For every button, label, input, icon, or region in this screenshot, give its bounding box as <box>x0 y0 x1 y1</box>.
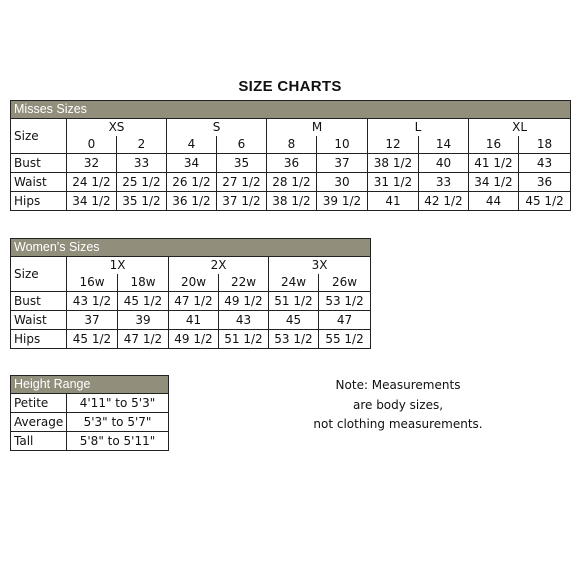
size-group: S <box>167 119 267 137</box>
size-number: 24w <box>269 274 319 292</box>
measurement-value: 45 1/2 <box>67 330 118 349</box>
measurement-value: 32 <box>67 154 117 173</box>
height-row <box>11 432 169 451</box>
measurement-value: 49 1/2 <box>219 292 269 311</box>
size-number: 16 <box>469 136 519 154</box>
size-number: 18w <box>118 274 169 292</box>
measurement-value: 45 1/2 <box>118 292 169 311</box>
measurement-value: 43 1/2 <box>67 292 118 311</box>
measurement-value: 51 1/2 <box>219 330 269 349</box>
misses-sizes-table <box>10 100 571 211</box>
measurement-row <box>11 311 371 330</box>
height-label: Petite <box>11 394 67 413</box>
measurement-value: 26 1/2 <box>167 173 217 192</box>
measurement-label: Waist <box>11 173 67 192</box>
measurement-value: 31 1/2 <box>368 173 419 192</box>
measurement-value: 39 1/2 <box>317 192 368 211</box>
size-number: 18 <box>519 136 571 154</box>
height-row <box>11 413 169 432</box>
measurement-value: 47 1/2 <box>169 292 219 311</box>
height-value: 5'8" to 5'11" <box>67 432 169 451</box>
size-number: 12 <box>368 136 419 154</box>
measurement-row <box>11 330 371 349</box>
measurement-value: 47 1/2 <box>118 330 169 349</box>
measurement-value: 43 <box>519 154 571 173</box>
measurement-value: 24 1/2 <box>67 173 117 192</box>
measurement-value: 36 <box>267 154 317 173</box>
page-title: SIZE CHARTS <box>238 78 342 95</box>
measurement-row <box>11 292 371 311</box>
measurement-value: 37 1/2 <box>217 192 267 211</box>
womens-sizes-table <box>10 238 371 349</box>
measurement-value: 45 1/2 <box>519 192 571 211</box>
size-number: 4 <box>167 136 217 154</box>
measurement-value: 38 1/2 <box>267 192 317 211</box>
note-line: are body sizes, <box>352 397 444 412</box>
size-number: 10 <box>317 136 368 154</box>
measurement-row <box>11 192 571 211</box>
measurement-value: 34 <box>167 154 217 173</box>
height-value: 5'3" to 5'7" <box>67 413 169 432</box>
size-number: 8 <box>267 136 317 154</box>
size-number: 22w <box>219 274 269 292</box>
note-line: not clothing measurements. <box>313 417 483 431</box>
misses-sizes-header: Misses Sizes <box>11 101 571 119</box>
measurement-label: Hips <box>11 330 67 349</box>
measurement-row <box>11 154 571 173</box>
measurement-row <box>11 173 571 192</box>
size-number-row <box>11 136 571 154</box>
height-range-table <box>10 375 169 451</box>
measurement-value: 47 <box>319 311 371 330</box>
measurement-value: 49 1/2 <box>169 330 219 349</box>
size-label: Size <box>11 257 67 292</box>
measurement-value: 43 <box>219 311 269 330</box>
measurement-value: 38 1/2 <box>368 154 419 173</box>
height-label: Tall <box>11 432 67 451</box>
measurement-value: 53 1/2 <box>269 330 319 349</box>
measurement-value: 33 <box>117 154 167 173</box>
measurement-value: 37 <box>67 311 118 330</box>
measurement-value: 40 <box>419 154 469 173</box>
size-group: 3X <box>269 257 371 275</box>
size-group: 2X <box>169 257 269 275</box>
height-label: Average <box>11 413 67 432</box>
size-number: 2 <box>117 136 167 154</box>
measurement-value: 41 <box>169 311 219 330</box>
measurement-value: 55 1/2 <box>319 330 371 349</box>
womens-measurement-rows <box>11 292 371 349</box>
measurement-value: 33 <box>419 173 469 192</box>
misses-measurement-rows <box>11 154 571 211</box>
height-row <box>11 394 169 413</box>
measurement-value: 36 <box>519 173 571 192</box>
size-label: Size <box>11 119 67 154</box>
measurement-value: 34 1/2 <box>469 173 519 192</box>
size-number: 14 <box>419 136 469 154</box>
size-number: 26w <box>319 274 371 292</box>
size-number: 6 <box>217 136 267 154</box>
womens-sizes-header: Women's Sizes <box>11 239 371 257</box>
measurement-value: 41 1/2 <box>469 154 519 173</box>
measurement-note <box>298 376 498 435</box>
measurement-value: 27 1/2 <box>217 173 267 192</box>
height-range-header: Height Range <box>11 376 169 394</box>
measurement-value: 41 <box>368 192 419 211</box>
measurement-label: Bust <box>11 154 67 173</box>
size-group: L <box>368 119 469 137</box>
size-group: XL <box>469 119 571 137</box>
measurement-value: 53 1/2 <box>319 292 371 311</box>
measurement-value: 45 <box>269 311 319 330</box>
measurement-value: 37 <box>317 154 368 173</box>
note-line: Note: Measurements <box>335 378 461 392</box>
size-number: 20w <box>169 274 219 292</box>
height-range-rows <box>11 394 169 451</box>
measurement-value: 51 1/2 <box>269 292 319 311</box>
measurement-label: Hips <box>11 192 67 211</box>
measurement-value: 42 1/2 <box>419 192 469 211</box>
measurement-label: Waist <box>11 311 67 330</box>
size-group: 1X <box>67 257 169 275</box>
measurement-value: 30 <box>317 173 368 192</box>
size-group: M <box>267 119 368 137</box>
measurement-value: 44 <box>469 192 519 211</box>
measurement-value: 36 1/2 <box>167 192 217 211</box>
measurement-value: 35 <box>217 154 267 173</box>
measurement-value: 35 1/2 <box>117 192 167 211</box>
measurement-label: Bust <box>11 292 67 311</box>
measurement-value: 39 <box>118 311 169 330</box>
size-number: 0 <box>67 136 117 154</box>
size-number: 16w <box>67 274 118 292</box>
measurement-value: 25 1/2 <box>117 173 167 192</box>
measurement-value: 34 1/2 <box>67 192 117 211</box>
measurement-value: 28 1/2 <box>267 173 317 192</box>
height-value: 4'11" to 5'3" <box>67 394 169 413</box>
size-group: XS <box>67 119 167 137</box>
